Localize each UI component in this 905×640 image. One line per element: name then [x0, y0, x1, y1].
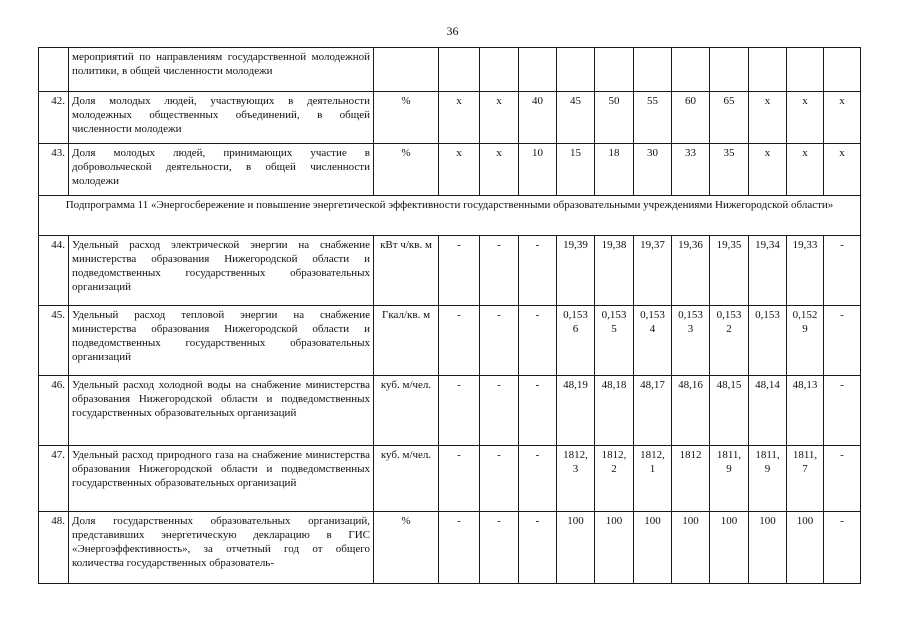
indicator-value [519, 48, 557, 92]
indicator-value: 35 [710, 144, 749, 196]
indicator-name: Удельный расход электрической энергии на снабжение министерства образования Нижегородской области и подведомственных государственных образовательных организаций [69, 236, 374, 306]
indicator-name: Удельный расход природного газа на снабжение министерства образования Нижегородской области и подведомственных государственных образовательных организаций [69, 446, 374, 512]
indicator-name: Удельный расход холодной воды на снабжение министерства образования Нижегородской области и подведомственных государственных образовательных организаций [69, 376, 374, 446]
row-number: 45. [39, 306, 69, 376]
indicator-value: 18 [595, 144, 634, 196]
indicator-value: 48,14 [749, 376, 787, 446]
indicator-name: Доля государственных образовательных организаций, представивших энергетическую декларацию в ГИС «Энергоэффективность», за отчетный год от общего количества государственных образователь- [69, 512, 374, 584]
table-row [39, 236, 861, 306]
row-number [39, 48, 69, 92]
table-row [39, 512, 861, 584]
indicator-value: - [824, 512, 861, 584]
indicator-name: Доля молодых людей, принимающих участие в добровольческой деятельности, в общей численности молодежи [69, 144, 374, 196]
indicator-value [634, 48, 672, 92]
indicator-value: 19,37 [634, 236, 672, 306]
indicator-value: x [749, 92, 787, 144]
indicator-value: x [787, 92, 824, 144]
indicator-value [710, 48, 749, 92]
indicator-value: - [480, 512, 519, 584]
indicator-value: 48,19 [557, 376, 595, 446]
indicator-name: мероприятий по направлениям государственной молодежной политики, в общей численности молодежи [69, 48, 374, 92]
indicator-value: 19,33 [787, 236, 824, 306]
indicator-value: 30 [634, 144, 672, 196]
subprogram-title: Подпрограмма 11 «Энергосбережение и повышение энергетической эффективности государственными образовательными учреждениями Нижегородской области» [39, 196, 861, 236]
indicator-value: - [439, 512, 480, 584]
indicator-value: 1812, 3 [557, 446, 595, 512]
indicator-value: 19,36 [672, 236, 710, 306]
indicator-value: 0,153 4 [634, 306, 672, 376]
unit-of-measure: кВт ч/кв. м [374, 236, 439, 306]
indicator-value: 1812 [672, 446, 710, 512]
row-number: 48. [39, 512, 69, 584]
indicator-value: - [439, 376, 480, 446]
indicator-value: - [480, 376, 519, 446]
table-row [39, 48, 861, 92]
indicator-value: 100 [787, 512, 824, 584]
indicator-value: 1811, 7 [787, 446, 824, 512]
indicator-value: 33 [672, 144, 710, 196]
indicator-value [824, 48, 861, 92]
row-number: 47. [39, 446, 69, 512]
indicator-value: 19,38 [595, 236, 634, 306]
indicators-table [38, 47, 861, 584]
table-row [39, 306, 861, 376]
indicator-value [557, 48, 595, 92]
indicator-value: 100 [557, 512, 595, 584]
indicator-value: 100 [710, 512, 749, 584]
indicator-value [439, 48, 480, 92]
indicator-value: 1811, 9 [710, 446, 749, 512]
indicator-value: - [439, 446, 480, 512]
row-number: 46. [39, 376, 69, 446]
indicator-name: Удельный расход тепловой энергии на снабжение министерства образования Нижегородской области и подведомственных государственных образовательных организаций [69, 306, 374, 376]
page-number: 36 [446, 24, 459, 38]
indicator-value: 10 [519, 144, 557, 196]
unit-of-measure: Гкал/кв. м [374, 306, 439, 376]
indicator-value: - [519, 376, 557, 446]
indicator-value: 100 [634, 512, 672, 584]
indicator-value: - [824, 446, 861, 512]
table-row [39, 376, 861, 446]
subprogram-row [39, 196, 861, 236]
unit-of-measure: % [374, 144, 439, 196]
indicator-value: 100 [595, 512, 634, 584]
indicator-value: 1812, 2 [595, 446, 634, 512]
indicator-value: 48,13 [787, 376, 824, 446]
indicator-value: 0,153 3 [672, 306, 710, 376]
table-row [39, 446, 861, 512]
indicator-value: 60 [672, 92, 710, 144]
indicator-value: x [749, 144, 787, 196]
indicator-value [595, 48, 634, 92]
table-row [39, 144, 861, 196]
indicator-value: - [480, 306, 519, 376]
unit-of-measure: % [374, 92, 439, 144]
indicator-value: 48,17 [634, 376, 672, 446]
indicator-value [787, 48, 824, 92]
indicator-value: 15 [557, 144, 595, 196]
indicator-value: 0,152 9 [787, 306, 824, 376]
indicator-value: 40 [519, 92, 557, 144]
indicator-value: 0,153 5 [595, 306, 634, 376]
indicator-value: - [439, 236, 480, 306]
unit-of-measure: % [374, 512, 439, 584]
indicator-value [480, 48, 519, 92]
indicator-value: 1811, 9 [749, 446, 787, 512]
indicator-value: - [480, 236, 519, 306]
indicator-value: - [824, 306, 861, 376]
indicator-value: - [519, 306, 557, 376]
indicator-value: 19,35 [710, 236, 749, 306]
indicator-value: x [480, 92, 519, 144]
row-number: 43. [39, 144, 69, 196]
indicator-value: 1812, 1 [634, 446, 672, 512]
indicator-value: 0,153 [749, 306, 787, 376]
indicator-value: 48,18 [595, 376, 634, 446]
indicator-value: - [439, 306, 480, 376]
indicator-value: 48,16 [672, 376, 710, 446]
indicator-value: x [824, 144, 861, 196]
row-number: 42. [39, 92, 69, 144]
indicator-value [672, 48, 710, 92]
indicator-value: - [824, 376, 861, 446]
indicator-value: x [439, 144, 480, 196]
indicator-value: - [519, 236, 557, 306]
indicator-value: x [824, 92, 861, 144]
indicator-value: 45 [557, 92, 595, 144]
indicator-value: 55 [634, 92, 672, 144]
indicator-value: - [519, 512, 557, 584]
indicator-value: - [519, 446, 557, 512]
indicator-value: 100 [749, 512, 787, 584]
indicator-value: x [480, 144, 519, 196]
unit-of-measure [374, 48, 439, 92]
indicator-value [749, 48, 787, 92]
indicator-value: x [787, 144, 824, 196]
indicator-value: 65 [710, 92, 749, 144]
indicator-value: - [480, 446, 519, 512]
row-number: 44. [39, 236, 69, 306]
table-row [39, 92, 861, 144]
indicator-value: 0,153 2 [710, 306, 749, 376]
indicator-value: 100 [672, 512, 710, 584]
unit-of-measure: куб. м/чел. [374, 446, 439, 512]
indicator-value: 48,15 [710, 376, 749, 446]
indicator-value: 19,39 [557, 236, 595, 306]
indicator-value: 0,153 6 [557, 306, 595, 376]
indicator-value: - [824, 236, 861, 306]
indicator-name: Доля молодых людей, участвующих в деятельности молодежных общественных объединений, в общей численности молодежи [69, 92, 374, 144]
indicator-value: x [439, 92, 480, 144]
indicator-value: 50 [595, 92, 634, 144]
unit-of-measure: куб. м/чел. [374, 376, 439, 446]
indicator-value: 19,34 [749, 236, 787, 306]
